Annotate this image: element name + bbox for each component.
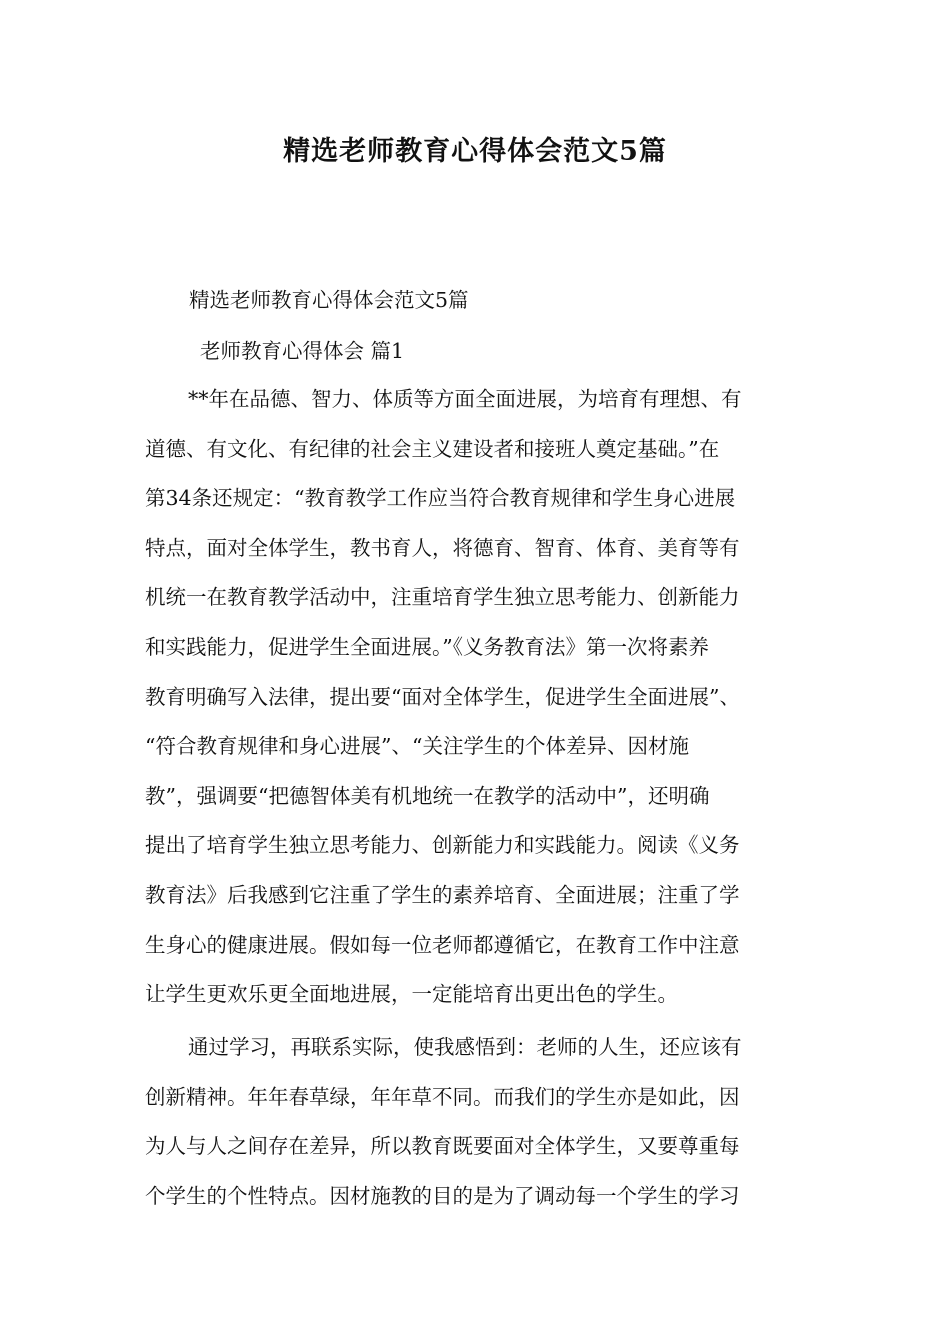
paragraph-line: “符合教育规律和身心进展”、“关注学生的个体差异、因材施 — [145, 734, 689, 759]
paragraph-line: 教育明确写入法律，提出要“面对全体学生，促进学生全面进展”、 — [145, 684, 740, 709]
paragraph-line: 提出了培育学生独立思考能力、创新能力和实践能力。阅读《义务 — [145, 833, 740, 858]
paragraph-line: 让学生更欢乐更全面地进展，一定能培育出更出色的学生。 — [145, 982, 678, 1007]
paragraph-line: 生身心的健康进展。假如每一位老师都遵循它，在教育工作中注意 — [145, 932, 740, 957]
paragraph-line: 和实践能力，促进学生全面进展。”《义务教育法》第一次将素养 — [145, 634, 709, 659]
document-title: 精选老师教育心得体会范文5篇 — [283, 136, 667, 167]
paragraph-line: 个学生的个性特点。因材施教的目的是为了调动每一个学生的学习 — [145, 1183, 740, 1208]
document-subtitle: 精选老师教育心得体会范文5篇 — [189, 288, 469, 312]
paragraph-line: 道德、有文化、有纪律的社会主义建设者和接班人奠定基础。”在 — [145, 436, 720, 461]
paragraph-line: 教育法》后我感到它注重了学生的素养培育、全面进展；注重了学 — [145, 882, 740, 907]
paragraph-2 — [145, 1023, 805, 1221]
paragraph-line: 特点，面对全体学生，教书育人，将德育、智育、体育、美育等有 — [145, 535, 740, 560]
paragraph-line: **年在品德、智力、体质等方面全面进展，为培育有理想、有 — [188, 387, 742, 411]
paragraph-line: 教”，强调要“把德智体美有机地统一在教学的活动中”，还明确 — [145, 783, 710, 808]
paragraph-line: 机统一在教育教学活动中，注重培育学生独立思考能力、创新能力 — [145, 585, 740, 610]
paragraph-line: 第34条还规定：“教育教学工作应当符合教育规律和学生身心进展 — [145, 486, 736, 511]
paragraph-1 — [145, 375, 805, 1020]
paragraph-line: 为人与人之间存在差异，所以教育既要面对全体学生，又要尊重每 — [145, 1134, 740, 1159]
section-heading: 老师教育心得体会 篇1 — [200, 339, 405, 363]
paragraph-line: 通过学习，再联系实际，使我感悟到：老师的人生，还应该有 — [188, 1035, 742, 1059]
paragraph-line: 创新精神。年年春草绿，年年草不同。而我们的学生亦是如此，因 — [145, 1084, 740, 1109]
